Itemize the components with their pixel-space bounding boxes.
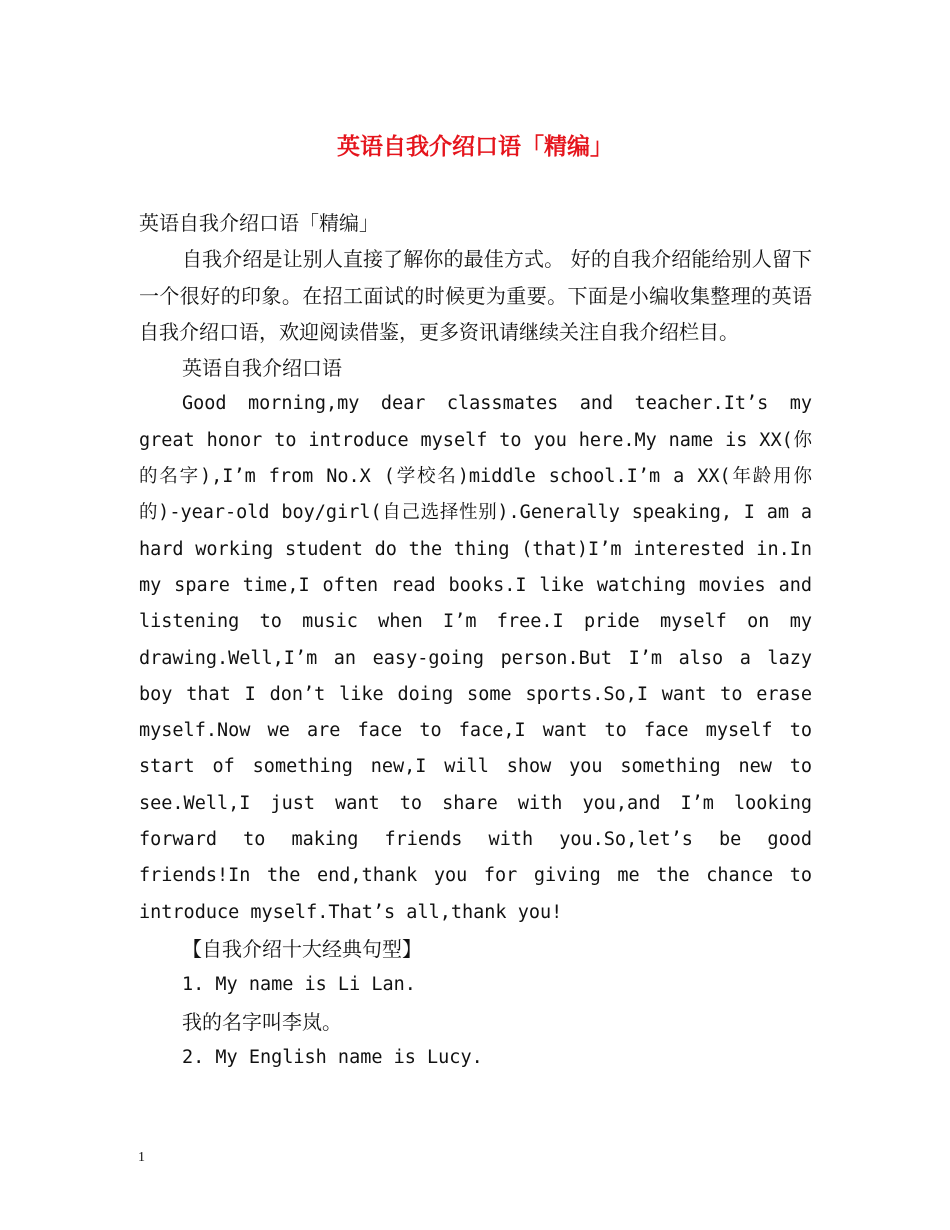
document-title: 英语自我介绍口语「精编」 [337, 133, 613, 160]
page-number: 1 [138, 1150, 145, 1165]
speech-paragraph: Good morning,my dear classmates and teacher.It’s my great honor to introduce myself to you here.My name is XX(你的名字),I’m from No.X (学校名)middle school.I’m a XX(年龄用你的)-year-old boy/girl(自己选择性别).Generally speaking, I am a hard working student do the thing (that)I’m interested in.In my spare time,I often read books.I like watching movies and listening to music when I’m free.I pride myself on my drawing.Well,I’m an easy-going person.But I’m also a lazy boy that I don’t like doing some sports.So,I want to erase myself.Now we are face to face,I want to face myself to start of something new,I will show you something new to see.Well,I just want to share with you,and I’m looking forward to making friends with you.So,let’s be good friends!In the end,thank you for giving me the chance to introduce myself.That’s all,thank you! [139, 393, 812, 923]
sentence-1: 1. My name is Li Lan. [182, 974, 416, 996]
subtitle: 英语自我介绍口语「精编」 [139, 211, 379, 235]
sentence-1-translation: 我的名字叫李岚。 [182, 1009, 342, 1034]
section-heading: 英语自我介绍口语 [182, 356, 342, 381]
intro-paragraph: 自我介绍是让别人直接了解你的最佳方式。 好的自我介绍能给别人留下一个很好的印象。在招工面试的时候更为重要。下面是小编收集整理的英语自我介绍口语，欢迎阅读借鉴，更多资讯请继续关注自我介绍栏目。 [139, 247, 812, 344]
classic-heading: 【自我介绍十大经典句型】 [182, 936, 422, 961]
document-body [139, 205, 812, 1076]
sentence-2: 2. My English name is Lucy. [182, 1046, 483, 1068]
